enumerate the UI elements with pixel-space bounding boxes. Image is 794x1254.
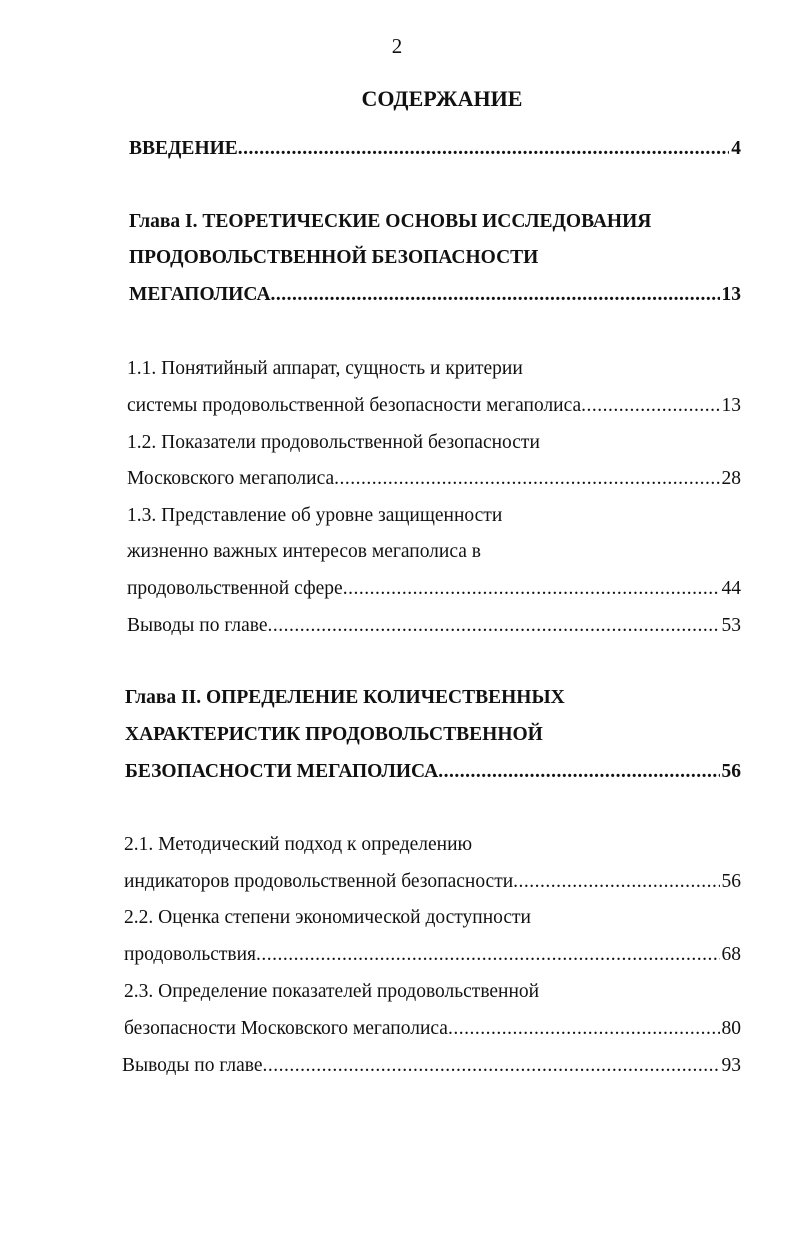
section-2-2-title-line-1: 2.2. Оценка степени экономической доступности [124,907,531,928]
section-1-3-title-line-1: 1.3. Представление об уровне защищенности [127,505,503,526]
toc-entry-chapter-2-conclusions [122,1051,741,1081]
chapter-1-heading-line-3: МЕГАПОЛИСА [129,284,271,305]
toc-entry-page: 13 [721,284,741,305]
section-2-1-title-line-2: индикаторов продовольственной безопасности [124,871,514,892]
dot-leader [334,464,719,494]
toc-entry-page: 44 [721,578,741,599]
toc-entry-page: 93 [721,1055,741,1076]
dot-leader [513,867,719,897]
toc-entry-introduction [129,134,741,164]
dot-leader [438,757,719,787]
toc-entry-section-1-3 [127,574,741,604]
page-number: 2 [391,34,403,58]
toc-entry-page: 28 [721,468,741,489]
chapter-2-heading-line-2: ХАРАКТЕРИСТИК ПРОДОВОЛЬСТВЕННОЙ [125,724,543,745]
section-2-3-title-line-1: 2.3. Определение показателей продовольственной [124,981,540,1002]
page-title: СОДЕРЖАНИЕ [361,86,523,111]
chapter-2-heading-line-3: БЕЗОПАСНОСТИ МЕГАПОЛИСА [125,761,439,782]
chapter-1-heading-line-2: ПРОДОВОЛЬСТВЕННОЙ БЕЗОПАСНОСТИ [129,247,539,268]
toc-entry-page: 56 [721,761,741,782]
toc-entry-section-2-1 [124,867,741,897]
chapter-2-heading-line-1: Глава II. ОПРЕДЕЛЕНИЕ КОЛИЧЕСТВЕННЫХ [125,687,565,708]
section-1-2-title-line-2: Московского мегаполиса [127,468,335,489]
toc-entry-chapter-1-conclusions [127,611,741,641]
section-2-3-title-line-2: безопасности Московского мегаполиса [124,1018,448,1039]
toc-entry-page: 53 [721,615,741,636]
toc-entry-section-1-2 [127,464,741,494]
dot-leader [238,134,729,164]
toc-entry-page: 13 [721,395,741,416]
toc-entry-section-2-2 [124,940,741,970]
dot-leader [267,611,719,641]
toc-entry-section-1-1 [127,391,741,421]
dot-leader [343,574,720,604]
dot-leader [581,391,719,421]
section-1-3-title-line-2: жизненно важных интересов мегаполиса в [127,541,481,562]
section-1-2-title-line-1: 1.2. Показатели продовольственной безопасности [127,432,540,453]
toc-entry-page: 4 [731,138,741,159]
section-1-1-title-line-1: 1.1. Понятийный аппарат, сущность и критерии [127,358,523,379]
conclusions-label: Выводы по главе [127,615,268,636]
toc-entry-page: 68 [721,944,741,965]
toc-entry-page: 80 [721,1018,741,1039]
toc-entry-page: 56 [721,871,741,892]
dot-leader [271,280,720,310]
section-2-2-title-line-2: продовольствия [124,944,257,965]
toc-entry-label: ВВЕДЕНИЕ [129,138,238,159]
section-1-3-title-line-3: продовольственной сфере [127,578,343,599]
toc-entry-chapter-2 [125,757,741,787]
dot-leader [262,1051,719,1081]
toc-entry-chapter-1 [129,280,741,310]
section-1-1-title-line-2: системы продовольственной безопасности мегаполиса [127,395,582,416]
conclusions-label: Выводы по главе [122,1055,263,1076]
toc-entry-section-2-3 [124,1014,741,1044]
section-2-1-title-line-1: 2.1. Методический подход к определению [124,834,473,855]
chapter-1-heading-line-1: Глава I. ТЕОРЕТИЧЕСКИЕ ОСНОВЫ ИССЛЕДОВАНИЯ [129,211,652,232]
dot-leader [256,940,719,970]
dot-leader [448,1014,720,1044]
